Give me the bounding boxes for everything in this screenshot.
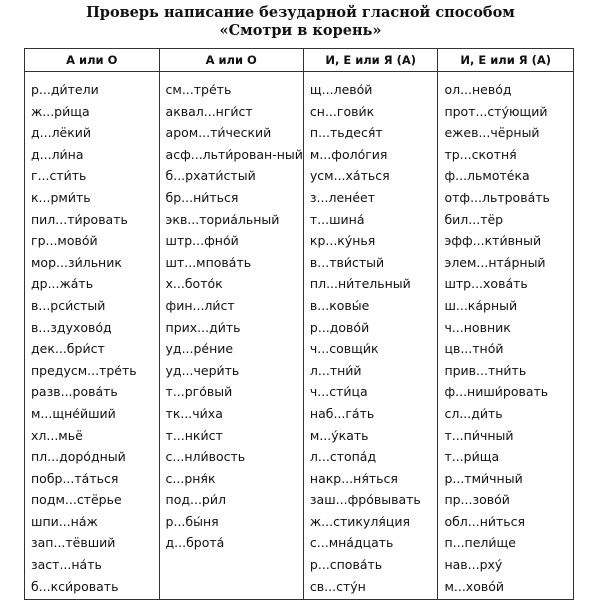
word-item: р...ди́тели (31, 82, 99, 97)
word-item: в...здухово́д (31, 319, 112, 335)
word-item: д...брота́ (165, 535, 225, 551)
column-3-words (304, 72, 438, 597)
word-item: р...спова́ть (309, 557, 383, 573)
word-item: м...фоло́гия (309, 146, 388, 162)
word-item: зап...тёвший (31, 535, 116, 551)
column-1-words (25, 72, 159, 597)
word-item: ежев...чёрный (444, 125, 540, 141)
word-item: пил...ти́ровать (31, 211, 128, 227)
column-header-2: А или О (160, 49, 303, 72)
word-item: щ...лево́й (309, 82, 373, 97)
word-item: нав...рху́ (444, 557, 503, 573)
word-item: тр...скотня́ (444, 146, 517, 162)
word-item: р...тми́чный (444, 470, 523, 486)
word-item: п...пели́ще (444, 535, 516, 551)
column-1 (25, 49, 160, 599)
word-item: предусм...тре́ть (31, 362, 137, 378)
word-item: ол...нево́д (444, 82, 512, 97)
column-4 (438, 49, 573, 599)
word-item: в...ковы́е (309, 297, 370, 313)
word-item: эфф...кти́вный (444, 233, 542, 249)
word-item: т...нки́ст (165, 427, 223, 443)
word-item: к...рми́ть (31, 189, 91, 205)
word-item: др...жа́ть (31, 276, 94, 292)
word-item: бил...тёр (444, 211, 504, 227)
column-header-1: А или О (25, 49, 159, 72)
column-header-4: И, Е или Я (А) (438, 49, 573, 72)
word-item: уд...чери́ть (165, 362, 240, 378)
word-item: пр...зово́й (444, 492, 510, 508)
column-4-words (438, 72, 573, 597)
word-item: см...тре́ть (165, 82, 232, 97)
word-item: т...ри́ща (444, 449, 500, 465)
word-item: в...рси́стый (31, 297, 106, 313)
word-item: б...кси́ровать (31, 578, 119, 594)
column-header-3: И, Е или Я (А) (304, 49, 438, 72)
word-item: фин...ли́ст (165, 297, 235, 313)
word-item: пл...ни́тельный (309, 276, 411, 292)
word-item: подм...стёрье (31, 492, 122, 508)
word-item: в...тви́стый (309, 254, 385, 270)
word-item: р...дово́й (309, 319, 370, 335)
word-item: т...шина́ (309, 211, 365, 227)
word-item: наб...га́ть (309, 405, 375, 421)
word-item: усм...ха́ться (309, 168, 390, 184)
word-item: пл...доро́дный (31, 449, 126, 465)
word-item: дек...бри́ст (31, 341, 105, 357)
word-item: прих...ди́ть (165, 319, 241, 335)
word-item: м...щне́йший (31, 405, 116, 421)
column-2 (160, 49, 304, 599)
word-item: ч...новник (444, 319, 511, 335)
word-item: м...ховóй (444, 578, 504, 594)
word-item: заст...на́ть (31, 557, 102, 573)
word-item: б...рхати́стый (165, 168, 256, 184)
word-item: аром...ти́ческий (165, 125, 272, 141)
word-item: обл...ни́ться (444, 513, 526, 529)
word-item: д...лёкий (31, 125, 92, 141)
word-item: л...тни́й (309, 362, 362, 378)
word-item: л...стопа́д (309, 449, 377, 465)
word-item: накр...ня́ться (309, 470, 398, 486)
word-item: ш...ка́рный (444, 297, 518, 313)
word-item: ч...сти́ца (309, 384, 368, 400)
word-item: побр...та́ться (31, 470, 119, 486)
word-item: отф...льтрова́ть (444, 189, 550, 205)
word-item: шпи...на́ж (31, 513, 98, 529)
word-item: г...сти́ть (31, 168, 87, 184)
word-item: экв...ториа́льный (165, 211, 280, 227)
word-item: тк...чи́ха (165, 405, 223, 421)
title-line-1: Проверь написание безударной гласной способом (86, 4, 515, 21)
word-item: сл...ди́ть (444, 405, 503, 421)
word-item: ф...ниши́ровать (444, 384, 549, 400)
word-item: мор...зи́льник (31, 254, 122, 270)
word-item: штр...хова́ть (444, 276, 528, 292)
word-item: аквал...нги́ст (165, 103, 253, 119)
word-item: под...ри́л (165, 492, 226, 508)
word-item: т...пи́чный (444, 427, 514, 443)
word-item: х...бото́к (165, 276, 223, 292)
word-item: хл...мьё (31, 427, 83, 443)
word-item: шт...мпова́ть (165, 254, 252, 270)
column-3 (304, 49, 439, 599)
title-line-2: «Смотри в корень» (219, 22, 382, 39)
word-item: с...мна́дцать (309, 535, 394, 551)
word-item: с...рня́к (165, 470, 216, 486)
word-item: бр...ни́ться (165, 189, 239, 205)
word-table (24, 48, 574, 600)
word-item: цв...тно́й (444, 341, 504, 357)
word-item: прив...тни́ть (444, 362, 527, 378)
word-item: с...нли́вость (165, 449, 246, 465)
word-item: з...ленéет (309, 189, 375, 205)
word-item: ф...льмотéка (444, 168, 530, 184)
word-item: ж...ри́ща (31, 103, 90, 119)
word-item: м...у́кать (309, 427, 369, 443)
word-item: ж...стикуля́ция (309, 513, 410, 529)
word-item: гр...мово́й (31, 233, 98, 249)
word-item: разв...рова́ть (31, 384, 118, 400)
word-item: заш...фро́вывать (309, 492, 421, 508)
word-item: ч...совщи́к (309, 341, 379, 357)
word-item: р...бы́ня (165, 513, 219, 529)
word-item: штр...фно́й (165, 233, 239, 249)
word-item: кр...ку́нья (309, 233, 376, 249)
word-item: д...ли́на (31, 146, 84, 162)
word-item: п...тьдеся́т (309, 125, 383, 141)
word-item: асф...льти́рован-ный (165, 146, 303, 162)
column-2-words (160, 72, 303, 554)
page-title (0, 4, 601, 40)
word-item: прот...сту́ющий (444, 103, 548, 119)
word-item: т...рго́вый (165, 384, 233, 400)
word-item: сн...гови́к (309, 103, 375, 119)
word-item: уд...ре́ние (165, 341, 234, 357)
word-item: элем...нта́рный (444, 254, 546, 270)
word-item: св...сту́н (309, 578, 366, 594)
